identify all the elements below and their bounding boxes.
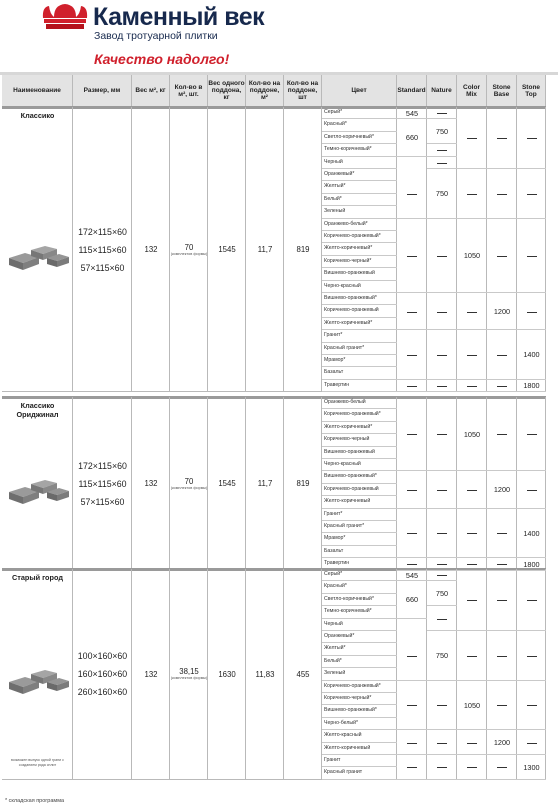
- price-block-border: [487, 391, 517, 392]
- color-name: Базальт: [322, 546, 397, 558]
- price-value: 660: [405, 595, 419, 605]
- pallet-weight-value: 1545: [218, 479, 236, 489]
- price-block-border: [457, 754, 487, 755]
- dash-mark: [527, 256, 537, 257]
- col-header-color: Цвет: [322, 75, 397, 107]
- dash-mark: [407, 312, 417, 313]
- dash-mark: [527, 434, 537, 435]
- price-value: 1050: [463, 251, 481, 261]
- dash-mark: [467, 386, 477, 387]
- dash-mark: [467, 656, 477, 657]
- color-name: Черный: [322, 157, 397, 169]
- price-block-border: [487, 779, 517, 780]
- price-block-border: [487, 218, 517, 219]
- col-header-weight: Вес м², кг: [132, 75, 170, 107]
- pallet-weight-value: 1545: [218, 245, 236, 255]
- weight-value: 132: [144, 479, 158, 489]
- price-block-border: [517, 680, 546, 681]
- price-block-border: [517, 729, 546, 730]
- price-block-border: [487, 630, 517, 631]
- color-name: Красный*: [322, 119, 397, 131]
- price-value: 1400: [523, 350, 540, 360]
- price-block-border: [457, 391, 487, 392]
- m2-pallet-value: 11,83: [255, 669, 275, 679]
- dash-mark: [437, 163, 447, 164]
- color-name: Красный*: [322, 581, 397, 593]
- color-name: Коричнево-оранжевый*: [322, 681, 397, 693]
- col-header-nature: Nature: [427, 75, 457, 107]
- dash-mark: [497, 138, 507, 139]
- size-value: 160×160×60: [77, 669, 128, 680]
- color-name: Светло-коричневый*: [322, 594, 397, 606]
- dash-mark: [437, 533, 447, 534]
- dash-mark: [437, 705, 447, 706]
- color-name: Зеленый: [322, 206, 397, 218]
- price-value: 545: [405, 570, 419, 580]
- price-value: 1200: [493, 307, 511, 317]
- dash-mark: [497, 194, 507, 195]
- price-block-border: [427, 570, 457, 571]
- price-block-border: [457, 508, 487, 509]
- dash-mark: [497, 656, 507, 657]
- color-name: Коричнево-оранжевый: [322, 484, 397, 496]
- crown-logo-icon: [40, 2, 90, 30]
- color-name: Вишнево-оранжевый*: [322, 705, 397, 717]
- price-value: 1200: [493, 738, 511, 748]
- dash-mark: [467, 564, 477, 565]
- color-name: Базальт: [322, 367, 397, 379]
- price-block-border: [457, 570, 487, 571]
- color-name: Коричнево-оранжевый*: [322, 409, 397, 421]
- dash-mark: [497, 705, 507, 706]
- color-name: Вишнево-оранжевый: [322, 268, 397, 280]
- weight-value: 132: [144, 669, 158, 679]
- per-m2-value: 70: [184, 476, 194, 486]
- price-block-border: [517, 292, 546, 293]
- color-name: Коричнево-черный*: [322, 256, 397, 268]
- dash-mark: [467, 490, 477, 491]
- price-block-border: [457, 329, 487, 330]
- color-name: Черный: [322, 619, 397, 631]
- dash-mark: [467, 743, 477, 744]
- price-value: 1400: [523, 528, 540, 538]
- color-name: Мрамор*: [322, 355, 397, 367]
- size-list: [73, 647, 132, 701]
- price-block-border: [397, 218, 427, 219]
- color-name: Гранит*: [322, 509, 397, 521]
- dash-mark: [527, 490, 537, 491]
- per-m2-value: 38,15: [179, 667, 199, 677]
- col-cell-std: [397, 397, 427, 571]
- color-name: Серый*: [322, 107, 397, 119]
- dash-mark: [527, 312, 537, 313]
- price-block-border: [397, 391, 427, 392]
- price-block-border: [397, 292, 427, 293]
- price-block-border: [397, 508, 427, 509]
- m2-pallet-value: 11,7: [257, 479, 273, 489]
- color-name: Черно-красный: [322, 459, 397, 471]
- price-value: 1300: [523, 762, 540, 772]
- dash-mark: [407, 355, 417, 356]
- dash-mark: [407, 656, 417, 657]
- color-name: Желто-красный: [322, 730, 397, 742]
- dash-mark: [437, 767, 447, 768]
- color-name: Белый*: [322, 656, 397, 668]
- dash-mark: [527, 705, 537, 706]
- dash-mark: [497, 355, 507, 356]
- brand-subtitle: Завод тротуарной плитки: [94, 30, 218, 42]
- price-block-border: [487, 570, 517, 571]
- color-name: Оранжевый*: [322, 169, 397, 181]
- price-block-border: [457, 557, 487, 558]
- size-list: [73, 457, 132, 511]
- size-value: 260×160×60: [77, 687, 128, 698]
- dash-mark: [467, 355, 477, 356]
- price-block-border: [397, 329, 427, 330]
- dash-mark: [437, 575, 447, 576]
- color-name: Серый*: [322, 569, 397, 581]
- price-value: 750: [435, 127, 449, 137]
- color-name: Желто-коричневый: [322, 743, 397, 755]
- per-m2-cell: [170, 668, 208, 680]
- color-name: Вишнево-оранжевый*: [322, 293, 397, 305]
- price-block-border: [487, 379, 517, 380]
- price-block-border: [427, 292, 457, 293]
- color-name: Белый*: [322, 194, 397, 206]
- price-value: 750: [435, 651, 449, 661]
- price-value: 660: [405, 133, 419, 143]
- col-cell-nat: [427, 397, 457, 571]
- price-block-border: [427, 329, 457, 330]
- price-block-border: [517, 630, 546, 631]
- price-block-border: [427, 779, 457, 780]
- price-value: 1200: [493, 485, 511, 495]
- dash-mark: [407, 490, 417, 491]
- dash-mark: [467, 533, 477, 534]
- color-name: Зеленый: [322, 668, 397, 680]
- price-value: 1800: [523, 381, 540, 391]
- slogan: Качество надолго!: [94, 51, 230, 67]
- dash-mark: [467, 138, 477, 139]
- per-m2-note: (комплектов формы): [170, 485, 208, 490]
- color-name: Красный гранит: [322, 767, 397, 779]
- price-table: [2, 75, 546, 791]
- pcs-pallet-value: 455: [296, 669, 310, 679]
- col-cell-base: [487, 107, 517, 392]
- dash-mark: [497, 434, 507, 435]
- price-value: 1050: [463, 429, 481, 439]
- dash-mark: [437, 386, 447, 387]
- dash-mark: [407, 767, 417, 768]
- dash-mark: [407, 533, 417, 534]
- dash-mark: [497, 533, 507, 534]
- dash-mark: [437, 312, 447, 313]
- color-name: Оранжевый*: [322, 631, 397, 643]
- price-block-border: [487, 680, 517, 681]
- color-name: Желтый*: [322, 643, 397, 655]
- dash-mark: [527, 138, 537, 139]
- size-value: 57×115×60: [80, 262, 125, 273]
- dash-mark: [407, 434, 417, 435]
- color-name: Коричнево-черный: [322, 434, 397, 446]
- col-header-name: Наименование: [2, 75, 73, 107]
- price-block-border: [427, 754, 457, 755]
- price-block-border: [487, 168, 517, 169]
- color-name: Желтый*: [322, 181, 397, 193]
- price-block-border: [427, 156, 457, 157]
- per-m2-note: (комплектов формы): [170, 676, 208, 681]
- price-block-border: [487, 557, 517, 558]
- color-name: Травертин: [322, 558, 397, 570]
- price-value: 1050: [463, 700, 481, 710]
- weight-value: 132: [144, 245, 158, 255]
- dash-mark: [527, 743, 537, 744]
- dash-mark: [407, 194, 417, 195]
- dash-mark: [497, 564, 507, 565]
- group-name: Старый город: [12, 573, 63, 582]
- color-name: Вишнево-оранжевый*: [322, 471, 397, 483]
- col-header-stonetop: Stone Top: [517, 75, 546, 107]
- price-block-border: [397, 470, 427, 471]
- dash-mark: [407, 386, 417, 387]
- dash-mark: [407, 705, 417, 706]
- price-block-border: [427, 557, 457, 558]
- price-block-border: [457, 379, 487, 380]
- price-value: 1800: [523, 559, 540, 569]
- header: [0, 0, 558, 72]
- color-name: Желто-коричневый*: [322, 422, 397, 434]
- per-m2-note: (комплектов формы): [170, 251, 208, 256]
- color-name: Коричнево-оранжевый*: [322, 231, 397, 243]
- col-header-pcs-pallet: Кол-во на поддоне, шт: [284, 75, 322, 107]
- price-block-border: [427, 379, 457, 380]
- price-block-border: [427, 729, 457, 730]
- price-block-border: [397, 557, 427, 558]
- dash-mark: [497, 600, 507, 601]
- size-value: 57×115×60: [80, 496, 125, 507]
- group-name: Классико: [20, 111, 55, 120]
- group-name: Классико Ориджинал: [16, 401, 59, 419]
- color-name: Черно-красный: [322, 281, 397, 293]
- price-value: 750: [435, 589, 449, 599]
- color-name: Светло-коричневый*: [322, 132, 397, 144]
- dash-mark: [467, 312, 477, 313]
- dash-mark: [437, 113, 447, 114]
- price-block-border: [517, 470, 546, 471]
- pcs-pallet-value: 819: [296, 479, 310, 489]
- size-value: 172×115×60: [78, 460, 127, 471]
- price-block-border: [457, 630, 487, 631]
- price-block-border: [427, 470, 457, 471]
- size-list: [73, 223, 132, 277]
- color-name: Темно-коричневый*: [322, 144, 397, 156]
- size-value: 100×160×60: [77, 651, 128, 662]
- dash-mark: [497, 386, 507, 387]
- dash-mark: [437, 564, 447, 565]
- dash-mark: [437, 619, 447, 620]
- footnote: * складская программа: [5, 798, 65, 804]
- dash-mark: [437, 490, 447, 491]
- price-block-border: [457, 168, 487, 169]
- dash-mark: [527, 194, 537, 195]
- dash-mark: [437, 256, 447, 257]
- dash-mark: [497, 767, 507, 768]
- col-header-per-m2: Кол-во в м², шт.: [170, 75, 208, 107]
- dash-mark: [437, 434, 447, 435]
- group-note: возможен выпуск одной грани с созданием ряда сплит: [11, 757, 64, 767]
- price-block-border: [397, 729, 427, 730]
- color-name: Желто-коричневый*: [322, 243, 397, 255]
- price-block-border: [427, 508, 457, 509]
- color-name: Оранжево-белый*: [322, 219, 397, 231]
- color-name: Желто-коричневый: [322, 496, 397, 508]
- col-header-standard: Standard: [397, 75, 427, 107]
- per-m2-value: 70: [184, 242, 194, 252]
- price-block-border: [457, 779, 487, 780]
- col-header-stonebase: Stone Base: [487, 75, 517, 107]
- price-block-border: [397, 754, 427, 755]
- price-block-border: [397, 779, 427, 780]
- dash-mark: [407, 256, 417, 257]
- per-m2-cell: [170, 244, 208, 256]
- col-header-m2-pallet: Кол-во на поддоне, м²: [246, 75, 284, 107]
- brand-name: Каменный век: [93, 3, 265, 31]
- size-value: 115×115×60: [78, 478, 127, 489]
- dash-mark: [467, 194, 477, 195]
- color-name: Коричнево-оранжевый: [322, 305, 397, 317]
- paver-stones-icon: [5, 236, 71, 276]
- paver-stones-icon: [5, 660, 71, 700]
- col-header-size: Размер, мм: [73, 75, 132, 107]
- size-value: 172×115×60: [78, 226, 127, 237]
- price-value: 750: [435, 189, 449, 199]
- color-name: Красный гранит*: [322, 343, 397, 355]
- color-name: Темно-коричневый*: [322, 606, 397, 618]
- m2-pallet-value: 11,7: [257, 245, 273, 255]
- price-block-border: [517, 218, 546, 219]
- per-m2-cell: [170, 478, 208, 490]
- dash-mark: [527, 656, 537, 657]
- color-name: Желто-коричневый*: [322, 318, 397, 330]
- col-header-pallet-weight: Вес одного поддона, кг: [208, 75, 246, 107]
- price-block-border: [397, 379, 427, 380]
- pallet-weight-value: 1630: [218, 669, 236, 679]
- color-name: Гранит*: [322, 330, 397, 342]
- color-name: Мрамор*: [322, 533, 397, 545]
- col-header-colormix: Color Mix: [457, 75, 487, 107]
- color-name: Травертин: [322, 380, 397, 392]
- dash-mark: [437, 355, 447, 356]
- dash-mark: [407, 564, 417, 565]
- color-name: Коричнево-черный*: [322, 693, 397, 705]
- color-name: Красный гранит*: [322, 521, 397, 533]
- color-name: Вишнево-оранжевый: [322, 447, 397, 459]
- dash-mark: [407, 743, 417, 744]
- dash-mark: [437, 150, 447, 151]
- color-name: Оранжево-белый: [322, 397, 397, 409]
- price-value: 545: [405, 108, 419, 118]
- size-value: 115×115×60: [78, 244, 127, 255]
- dash-mark: [467, 600, 477, 601]
- dash-mark: [527, 600, 537, 601]
- pcs-pallet-value: 819: [296, 245, 310, 255]
- dash-mark: [497, 256, 507, 257]
- price-block-border: [517, 168, 546, 169]
- price-block-border: [427, 391, 457, 392]
- dash-mark: [467, 767, 477, 768]
- dash-mark: [437, 743, 447, 744]
- price-block-border: [397, 680, 427, 681]
- paver-stones-icon: [5, 470, 71, 510]
- color-name: Черно-белый*: [322, 718, 397, 730]
- color-name: Гранит: [322, 755, 397, 767]
